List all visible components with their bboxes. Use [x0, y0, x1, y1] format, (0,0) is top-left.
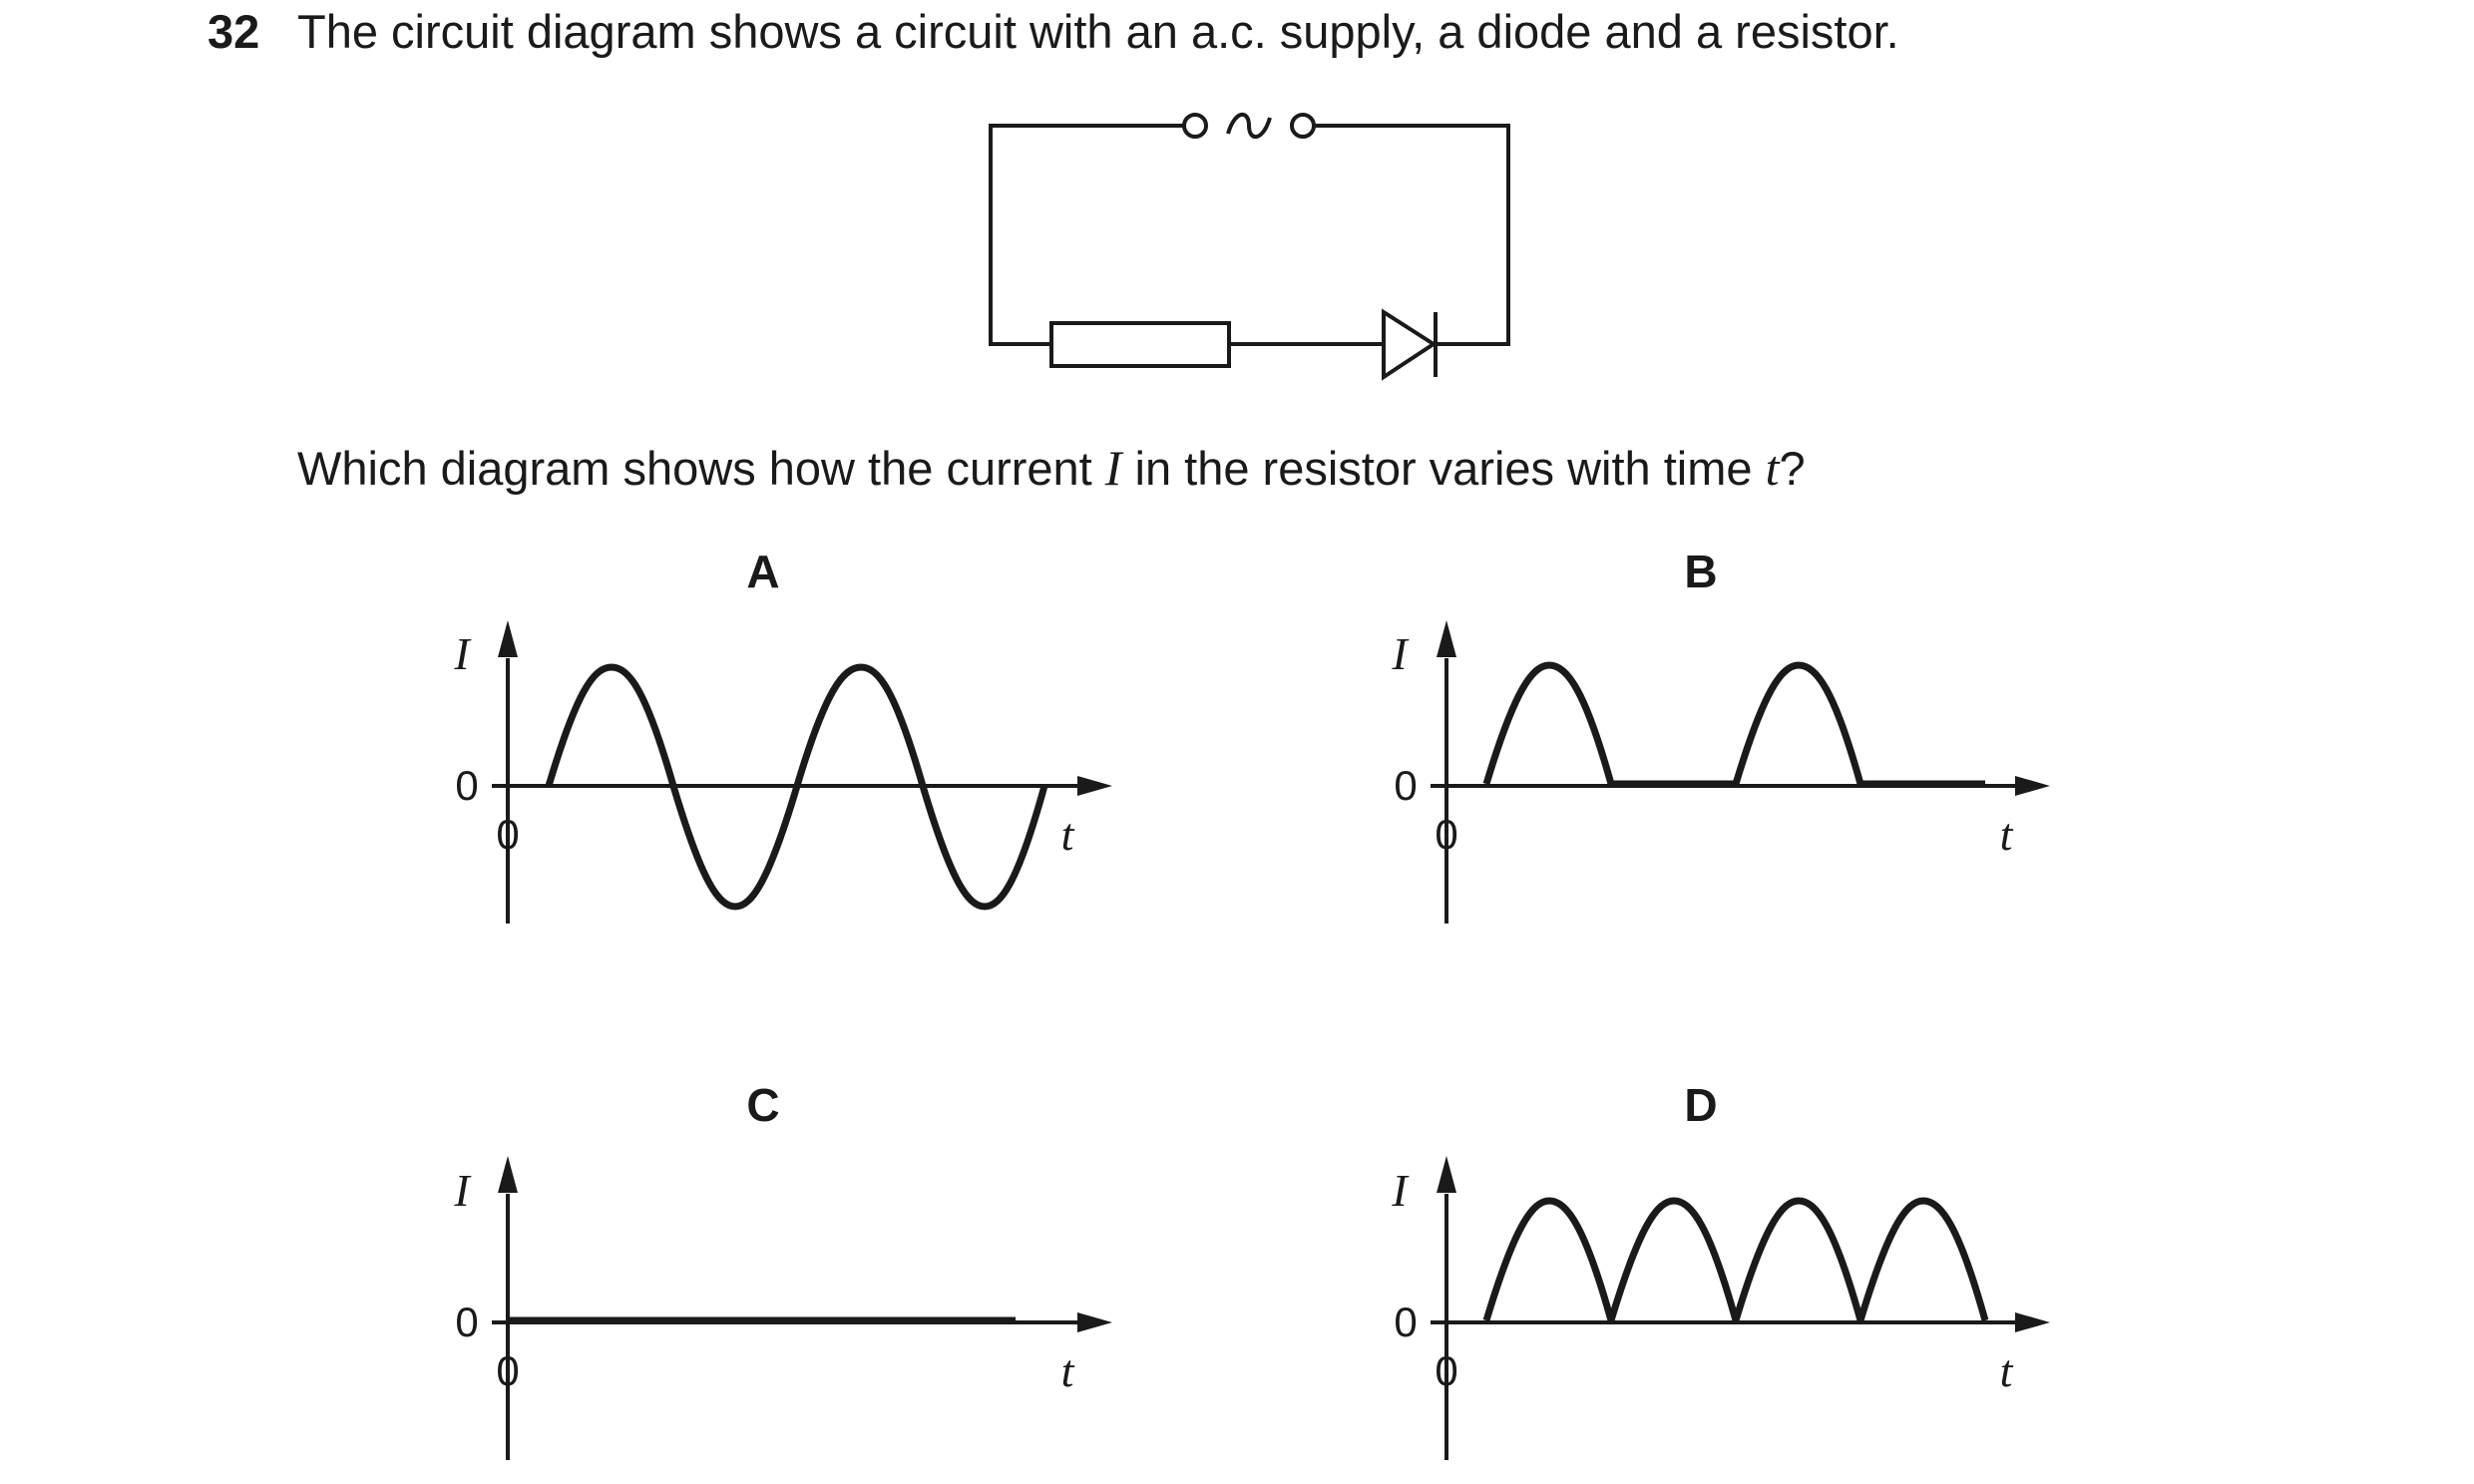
- graph-a: [453, 546, 1112, 924]
- x-origin-label: 0: [496, 811, 520, 858]
- x-axis-label: t: [1060, 1345, 1074, 1396]
- x-axis-arrow: [2015, 776, 2050, 796]
- x-origin-label: 0: [1435, 1347, 1458, 1394]
- y-axis-arrow: [1437, 1156, 1456, 1193]
- circuit-diagram: [991, 115, 1508, 377]
- graph-c: [453, 1079, 1112, 1460]
- y-origin-label: 0: [455, 762, 479, 809]
- graph-d: [1391, 1079, 2050, 1460]
- x-axis-arrow: [1077, 776, 1112, 796]
- current-waveform: [1486, 665, 1985, 784]
- time-symbol: t: [1765, 440, 1780, 496]
- circuit-wire-right: [1315, 126, 1508, 344]
- circuit-wire-left: [991, 126, 1183, 344]
- question-number: 32: [207, 5, 260, 58]
- current-waveform: [1486, 1201, 1985, 1320]
- x-axis-label: t: [1999, 1345, 2013, 1396]
- y-axis-arrow: [498, 620, 518, 657]
- y-origin-label: 0: [1394, 762, 1418, 809]
- diode-symbol: [1384, 312, 1436, 377]
- x-axis-label: t: [1999, 809, 2013, 860]
- y-axis-label: I: [1392, 1165, 1408, 1216]
- option-label-a: A: [746, 546, 780, 597]
- x-axis-arrow: [1077, 1312, 1112, 1332]
- y-axis-arrow: [1437, 620, 1456, 657]
- y-axis-label: I: [454, 628, 470, 679]
- x-origin-label: 0: [1435, 811, 1458, 858]
- prompt-text-start: Which diagram shows how the current: [297, 442, 1105, 495]
- y-axis-label: I: [454, 1165, 470, 1216]
- y-origin-label: 0: [1394, 1298, 1418, 1345]
- current-symbol: I: [1104, 440, 1122, 496]
- x-axis-label: t: [1060, 809, 1074, 860]
- y-origin-label: 0: [455, 1298, 479, 1345]
- prompt-text-end: ?: [1779, 442, 1806, 495]
- x-axis-arrow: [2015, 1312, 2050, 1332]
- resistor-symbol: [1051, 323, 1229, 366]
- y-axis-arrow: [498, 1156, 518, 1193]
- option-label-c: C: [746, 1079, 780, 1131]
- question-prompt: [297, 439, 1806, 497]
- option-label-d: D: [1684, 1079, 1718, 1131]
- y-axis-label: I: [1392, 628, 1408, 679]
- x-origin-label: 0: [496, 1347, 520, 1394]
- prompt-text-middle: in the resistor varies with time: [1121, 442, 1766, 495]
- option-label-b: B: [1684, 546, 1718, 597]
- question-text: The circuit diagram shows a circuit with an a.c. supply, a diode and a resistor.: [297, 5, 1899, 58]
- ac-supply-symbol: [1184, 115, 1314, 137]
- graph-b: [1391, 546, 2050, 924]
